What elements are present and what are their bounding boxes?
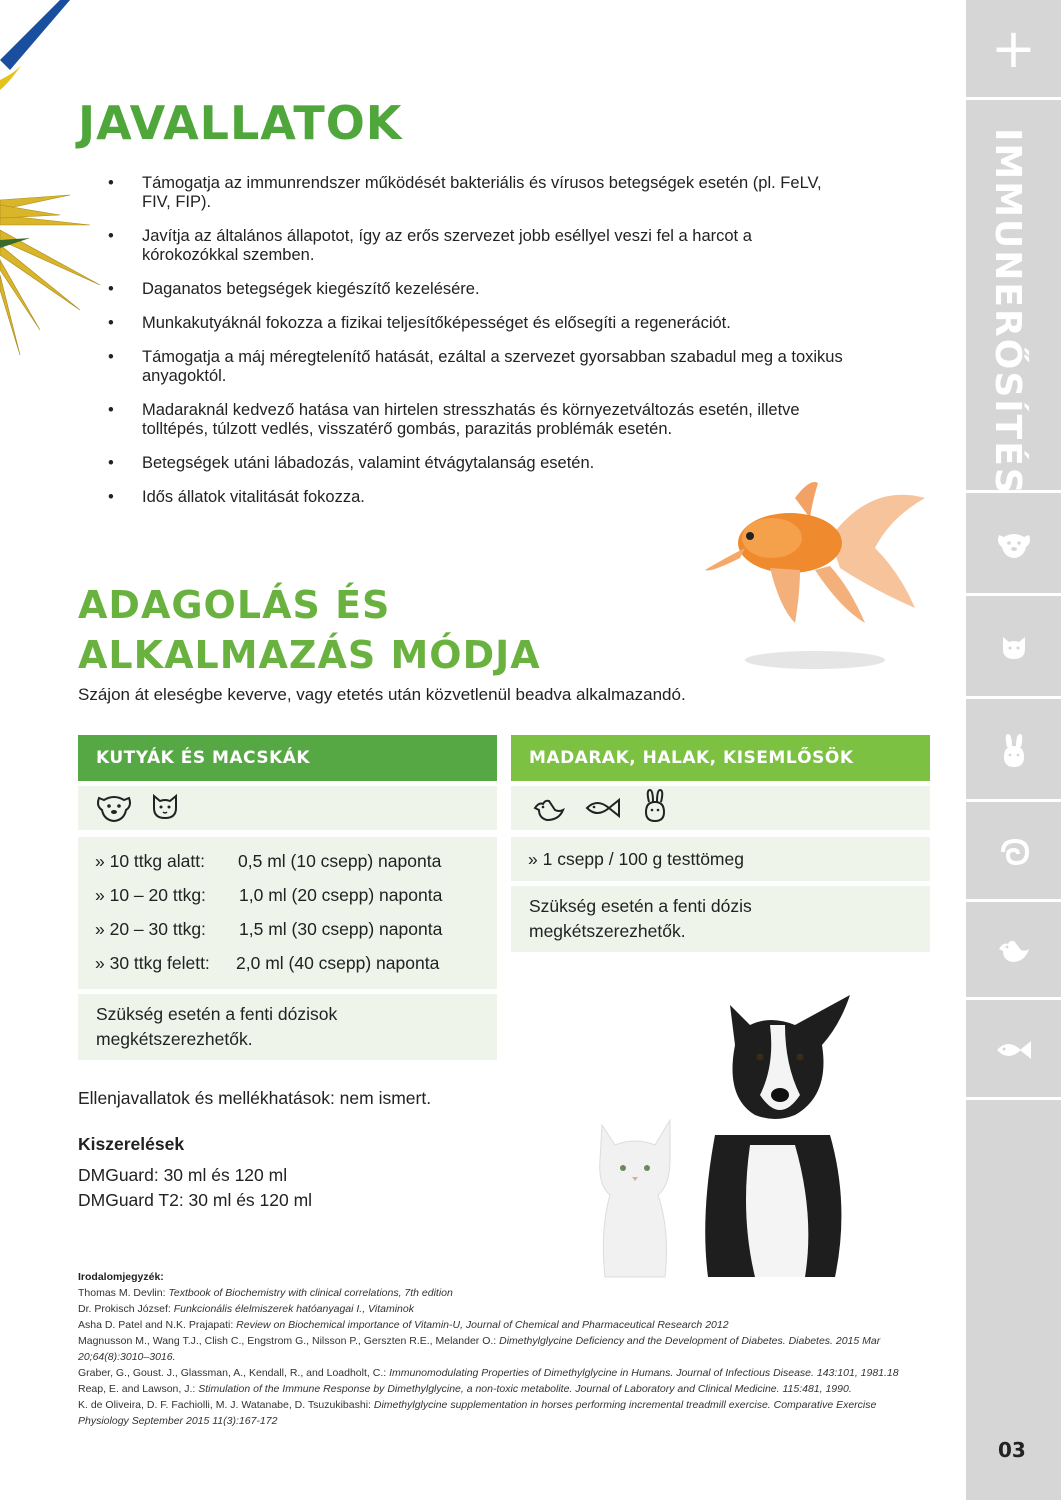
bird-icon <box>533 796 565 822</box>
list-item: • Betegségek utáni lábadozás, valamint étvágytalanság esetén. <box>108 454 848 473</box>
reference-work: Dimethylglycine supplementation in horses performing incremental treadmill exercise. Comparative Exercise Physiology September 2015 11(3):167-172 <box>78 1399 877 1427</box>
reference-item <box>78 1301 918 1317</box>
dosage-label: » 30 ttkg felett: <box>95 953 210 973</box>
sidebar-tab-fish[interactable] <box>966 1003 1061 1100</box>
category-sidebar <box>966 0 1061 1500</box>
note-line: Szükség esetén a fenti dózis <box>529 896 752 916</box>
dosage-intro: Szájon át eleségbe keverve, vagy etetés után közvetlenül beadva alkalmazandó. <box>78 685 686 704</box>
reference-work: Review on Biochemical importance of Vitamin-U, Journal of Chemical and Pharmaceutical Research 2012 <box>236 1319 729 1331</box>
dogs-cats-dosage-table <box>78 837 497 989</box>
reference-work: Immunomodulating Properties of Dimethylglycine in Humans. Journal of Infectious Disease. 143:101, 1981.18 <box>389 1367 899 1379</box>
note-line: Szükség esetén a fenti dózisok <box>96 1004 338 1024</box>
plus-tab[interactable] <box>966 0 1061 100</box>
birds-fish-icons <box>511 786 930 830</box>
reference-work: Funkcionális élelmiszerek hatóanyagai I., Vitaminok <box>173 1303 414 1315</box>
reference-work: Stimulation of the Immune Response by Dimethylglycine, a non-toxic metabolite. Journal of Laboratory and Clinical Medicine. 115:481, 1990. <box>198 1383 852 1395</box>
list-item: • Támogatja a máj méregtelenítő hatását, ezáltal a szervezet gyorsabban szabadul meg a toxikus anyagoktól. <box>108 348 848 386</box>
list-item: • Madaraknál kedvező hatása van hirtelen stresszhatás és környezetváltozás esetén, illetve tolltépés, túlzott vedlés, visszatérő gombás, parazitás problémák esetén. <box>108 401 848 439</box>
dosage-title <box>78 580 638 680</box>
indications-title: JAVALLATOK <box>78 96 403 150</box>
contraindications: Ellenjavallatok és mellékhatások: nem ismert. <box>78 1088 432 1108</box>
reference-item <box>78 1381 918 1397</box>
note-line: megkétszerezhetők. <box>96 1029 253 1049</box>
birds-fish-small-mammals-header: MADARAK, HALAK, KISEMLŐSÖK <box>511 735 930 781</box>
reference-authors: Magnusson M., Wang T.J., Clish C., Engstrom G., Nilsson P., Gerszten R.E., Melander O.: <box>78 1335 500 1347</box>
list-item: • Támogatja az immunrendszer működését bakteriális és vírusos betegségek esetén (pl. FeLV, FIV, FIP). <box>108 174 848 212</box>
list-item: • Daganatos betegségek kiegészítő kezelésére. <box>108 280 848 299</box>
list-item: • Idős állatok vitalitását fokozza. <box>108 488 848 507</box>
fish-icon <box>995 1037 1033 1063</box>
note-line: megkétszerezhetők. <box>529 921 686 941</box>
dosage-title-line: ADAGOLÁS ÉS <box>78 583 391 627</box>
references-title: Irodalomjegyzék: <box>78 1271 164 1283</box>
packaging-line: DMGuard: 30 ml és 120 ml <box>78 1165 288 1185</box>
reference-item <box>78 1317 918 1333</box>
reference-item <box>78 1285 918 1301</box>
chameleon-icon <box>999 838 1029 866</box>
dogs-cats-icons <box>78 786 497 830</box>
reference-item <box>78 1333 918 1365</box>
reference-item <box>78 1365 918 1381</box>
sidebar-tab-rabbit[interactable] <box>966 702 1061 802</box>
indications-list <box>108 174 848 522</box>
packaging-title: Kiszerelések <box>78 1134 185 1154</box>
cat-icon <box>1000 635 1028 661</box>
reference-authors: Graber, G., Goust. J., Glassman, A., Kendall, R., and Loadholt, C.: <box>78 1367 390 1379</box>
goldfish-photo <box>700 478 930 678</box>
reference-work: Dimethylglycine Deficiency and the Development of Diabetes. Diabetes. 2015 Mar 20;64(8):3010–3016. <box>78 1335 881 1363</box>
dosage-title-line: ALKALMAZÁS MÓDJA <box>78 633 541 677</box>
leaves-decoration <box>0 0 110 360</box>
sidebar-tab-dog[interactable] <box>966 496 1061 596</box>
plus-icon: + <box>990 16 1037 80</box>
dosage-label: » 10 ttkg alatt: <box>95 851 205 871</box>
dosage-value: 1,0 ml (20 csepp) naponta <box>239 885 443 905</box>
rabbit-icon <box>641 788 669 824</box>
dosage-value: 0,5 ml (10 csepp) naponta <box>238 851 442 871</box>
dosage-label: » 10 – 20 ttkg: <box>95 885 206 905</box>
sidebar-tab-bird[interactable] <box>966 905 1061 1000</box>
reference-authors: Asha D. Patel and N.K. Prajapati: <box>78 1319 237 1331</box>
dogs-cats-header: KUTYÁK ÉS MACSKÁK <box>78 735 497 781</box>
reference-item <box>78 1397 918 1429</box>
dosage-label: » 20 – 30 ttkg: <box>95 919 206 939</box>
birds-fish-dosage: » 1 csepp / 100 g testtömeg <box>511 837 930 881</box>
dogs-cats-note <box>78 994 497 1060</box>
dog-icon <box>96 792 132 824</box>
category-label-tab <box>966 100 1061 496</box>
references <box>78 1269 918 1429</box>
list-item: • Javítja az általános állapotot, így az erős szervezet jobb eséllyel veszi fel a harcot a kórokozókkal szemben. <box>108 227 848 265</box>
rabbit-icon <box>1000 733 1028 769</box>
reference-authors: Reap, E. and Lawson, J.: <box>78 1383 199 1395</box>
reference-authors: Dr. Prokisch József: <box>78 1303 174 1315</box>
category-label: IMMUNERŐSÍTÉS <box>987 128 1028 496</box>
bird-icon <box>997 937 1031 965</box>
sidebar-tab-cat[interactable] <box>966 599 1061 699</box>
birds-fish-note <box>511 886 930 952</box>
dog-icon <box>997 530 1031 560</box>
reference-work: Textbook of Biochemistry with clinical correlations, 7th edition <box>168 1287 453 1299</box>
list-item: • Munkakutyáknál fokozza a fizikai teljesítőképességet és elősegíti a regenerációt. <box>108 314 848 333</box>
cat-icon <box>150 792 180 822</box>
fish-icon <box>585 796 621 820</box>
sidebar-tab-chameleon[interactable] <box>966 805 1061 902</box>
reference-authors: K. de Oliveira, D. F. Fachiolli, M. J. Watanabe, D. Tsuzukibashi: <box>78 1399 374 1411</box>
dosage-value: 2,0 ml (40 csepp) naponta <box>236 953 440 973</box>
reference-authors: Thomas M. Devlin: <box>78 1287 169 1299</box>
page-number: 03 <box>998 1438 1026 1462</box>
packaging-line: DMGuard T2: 30 ml és 120 ml <box>78 1190 313 1210</box>
cat-and-dog-photo <box>590 985 890 1285</box>
dosage-value: 1,5 ml (30 csepp) naponta <box>239 919 443 939</box>
